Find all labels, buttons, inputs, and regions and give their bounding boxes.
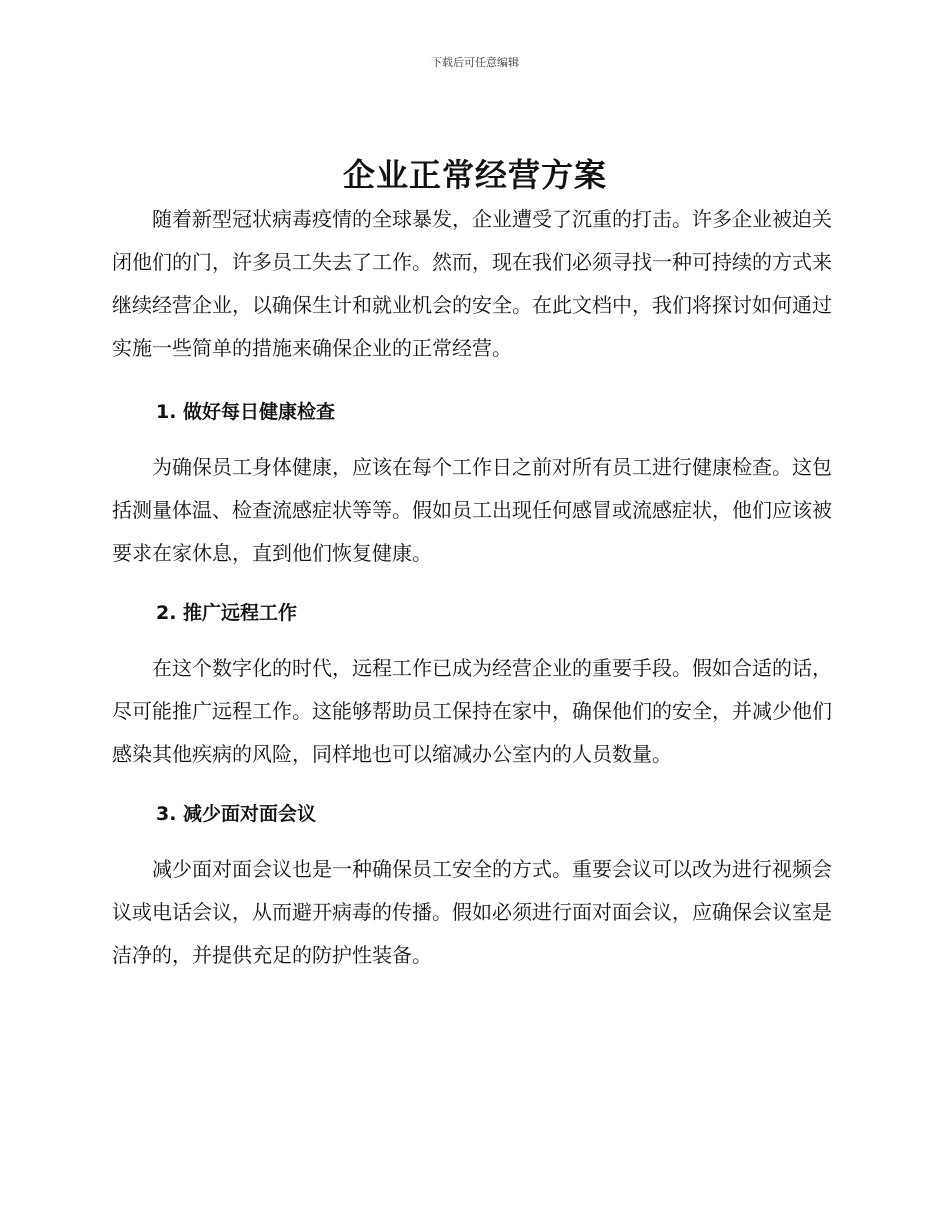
section-heading-2: 2. 推广远程工作 bbox=[156, 602, 298, 624]
section-heading-3: 3. 减少面对面会议 bbox=[156, 803, 317, 825]
intro-paragraph: 随着新型冠状病毒疫情的全球暴发，企业遭受了沉重的打击。许多企业被迫关闭他们的门，许多员工失去了工作。然而，现在我们必须寻找一种可持续的方式来继续经营企业，以确保生计和就业机会的安全。在此文档中，我们将探讨如何通过实施一些简单的措施来确保企业的正常经营。 bbox=[112, 207, 832, 360]
document-title: 企业正常经营方案 bbox=[342, 156, 607, 194]
document-body bbox=[112, 198, 832, 977]
section-body-1: 为确保员工身体健康，应该在每个工作日之前对所有员工进行健康检查。这包括测量体温、检查流感症状等等。假如员工出现任何感冒或流感症状，他们应该被要求在家休息，直到他们恢复健康。 bbox=[112, 455, 832, 565]
section-heading-1: 1. 做好每日健康检查 bbox=[156, 401, 336, 423]
header-note: 下载后可任意编辑 bbox=[431, 56, 519, 69]
section-body-2: 在这个数字化的时代，远程工作已成为经营企业的重要手段。假如合适的话，尽可能推广远程工作。这能够帮助员工保持在家中，确保他们的安全，并减少他们感染其他疾病的风险，同样地也可以缩减办公室内的人员数量。 bbox=[112, 656, 832, 766]
section-body-3: 减少面对面会议也是一种确保员工安全的方式。重要会议可以改为进行视频会议或电话会议，从而避开病毒的传播。假如必须进行面对面会议，应确保会议室是洁净的，并提供充足的防护性装备。 bbox=[112, 857, 832, 967]
